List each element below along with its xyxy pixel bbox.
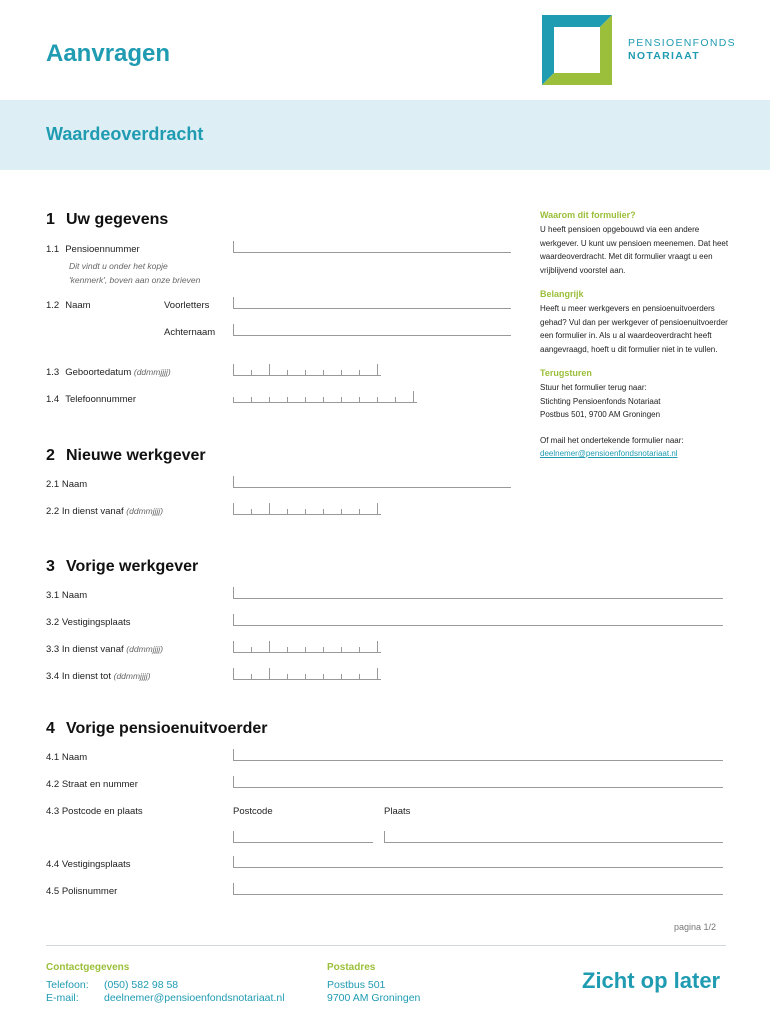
page-number: pagina 1/2 — [674, 922, 717, 932]
field-label-naam: 1.2 Naam — [46, 300, 91, 311]
footer-contact-details — [46, 979, 285, 1005]
field-label-vorige-werkgever-naam: 3.1 Naam — [46, 590, 88, 601]
field-label-nieuwe-werkgever-naam: 2.1 Naam — [46, 479, 88, 490]
section-title: Vorige werkgever — [66, 558, 199, 575]
field-label-in-dienst-vanaf: 2.2 In dienst vanaf (ddmmjjjj) — [46, 506, 164, 517]
pensioenfonds-logo-icon — [542, 15, 612, 85]
logo-line2: NOTARIAAT — [628, 50, 700, 62]
section-1-heading — [46, 211, 168, 229]
field-label-achternaam: Achternaam — [164, 327, 216, 338]
vestigingsplaats-input[interactable] — [233, 614, 723, 626]
voorletters-input[interactable] — [233, 297, 511, 309]
footer-slogan: Zicht op later — [582, 968, 721, 993]
field-label-plaats: Plaats — [384, 806, 411, 817]
field-label-uitvoerder-vestigingsplaats: 4.4 Vestigingsplaats — [46, 859, 131, 870]
sidebar-heading-belangrijk: Belangrijk — [540, 289, 584, 299]
polisnummer-input[interactable] — [233, 883, 723, 895]
field-label-geboortedatum: 1.3 Geboortedatum (ddmmjjjj) — [46, 367, 171, 378]
plaats-input[interactable] — [384, 831, 723, 843]
sidebar-info — [540, 210, 730, 461]
section-number: 3 — [46, 558, 55, 575]
field-hint-pensioennummer: Dit vindt u onder het kopje 'kenmerk', boven aan onze brieven — [69, 261, 201, 285]
straat-en-nummer-input[interactable] — [233, 776, 723, 788]
vorige-in-dienst-vanaf-input[interactable] — [233, 641, 381, 653]
vorige-werkgever-naam-input[interactable] — [233, 587, 723, 599]
footer-contact-heading: Contactgegevens — [46, 962, 130, 973]
sidebar-text-terugsturen: Stuur het formulier terug naar: Stichting Pensioenfonds Notariaat Postbus 501, 9700 AM Groningen — [540, 383, 661, 419]
field-label-postcode-en-plaats: 4.3 Postcode en plaats — [46, 806, 143, 817]
section-number: 4 — [46, 720, 55, 737]
footer-phone: (050) 582 98 58 — [104, 979, 179, 991]
sidebar-heading-terugsturen: Terugsturen — [540, 368, 592, 378]
telefoonnummer-input[interactable] — [233, 391, 417, 403]
field-label-telefoonnummer: 1.4 Telefoonnummer — [46, 394, 136, 405]
footer-postadres: Postbus 501 9700 AM Groningen — [327, 979, 421, 1004]
in-dienst-tot-input[interactable] — [233, 668, 381, 680]
page-title: Aanvragen — [46, 40, 171, 67]
footer-divider — [46, 945, 726, 946]
field-label-pensioennummer: 1.1 Pensioennummer — [46, 244, 140, 255]
field-label-voorletters: Voorletters — [164, 300, 210, 311]
field-label-postcode: Postcode — [233, 806, 273, 817]
field-label-vorige-in-dienst-vanaf: 3.3 In dienst vanaf (ddmmjjjj) — [46, 644, 164, 655]
logo-line1: PENSIOENFONDS — [628, 37, 736, 49]
in-dienst-vanaf-input[interactable] — [233, 503, 381, 515]
section-title: Uw gegevens — [66, 211, 169, 228]
footer-postadres-heading: Postadres — [327, 962, 376, 973]
sidebar-text-waarom: U heeft pensioen opgebouwd via een andere werkgever. U kunt uw pensioen meenemen. Dat heet waardeoverdracht. Met dit formulier vraagt u een vrijblijvend voorstel aan. — [540, 225, 729, 275]
footer-email-label: E-mail: — [46, 992, 79, 1004]
field-label-polisnummer: 4.5 Polisnummer — [46, 886, 118, 897]
section-number: 2 — [46, 447, 55, 464]
geboortedatum-input[interactable] — [233, 364, 381, 376]
section-4-heading — [46, 720, 268, 738]
field-label-straat-en-nummer: 4.2 Straat en nummer — [46, 779, 138, 790]
field-label-in-dienst-tot: 3.4 In dienst tot (ddmmjjjj) — [46, 671, 151, 682]
postcode-input[interactable] — [233, 831, 373, 843]
logo-text — [628, 37, 736, 63]
sidebar-heading-waarom: Waarom dit formulier? — [540, 210, 636, 220]
section-number: 1 — [46, 211, 55, 228]
section-3-heading — [46, 558, 198, 576]
pensioennummer-input[interactable] — [233, 241, 511, 253]
sidebar-email-link[interactable]: deelnemer@pensioenfondsnotariaat.nl — [540, 449, 678, 458]
nieuwe-werkgever-naam-input[interactable] — [233, 476, 511, 488]
footer-phone-label: Telefoon: — [46, 979, 89, 991]
footer-email[interactable]: deelnemer@pensioenfondsnotariaat.nl — [104, 992, 285, 1004]
section-title: Nieuwe werkgever — [66, 447, 206, 464]
field-label-uitvoerder-naam: 4.1 Naam — [46, 752, 88, 763]
sidebar-text-mail: Of mail het ondertekende formulier naar: deelnemer@pensioenfondsnotariaat.nl — [540, 435, 684, 458]
achternaam-input[interactable] — [233, 324, 511, 336]
uitvoerder-vestigingsplaats-input[interactable] — [233, 856, 723, 868]
field-label-vestigingsplaats: 3.2 Vestigingsplaats — [46, 617, 131, 628]
form-subtitle: Waardeoverdracht — [46, 124, 204, 144]
section-2-heading — [46, 447, 206, 465]
uitvoerder-naam-input[interactable] — [233, 749, 723, 761]
sidebar-text-belangrijk: Heeft u meer werkgevers en pensioenuitvoerders gehad? Vul dan per werkgever of pensioenuitvoerder een formulier in. Als u al waardeoverdracht heeft aangevraagd, hoeft u dit formulier niet in te vullen. — [540, 304, 728, 354]
section-title: Vorige pensioenuitvoerder — [66, 720, 268, 737]
